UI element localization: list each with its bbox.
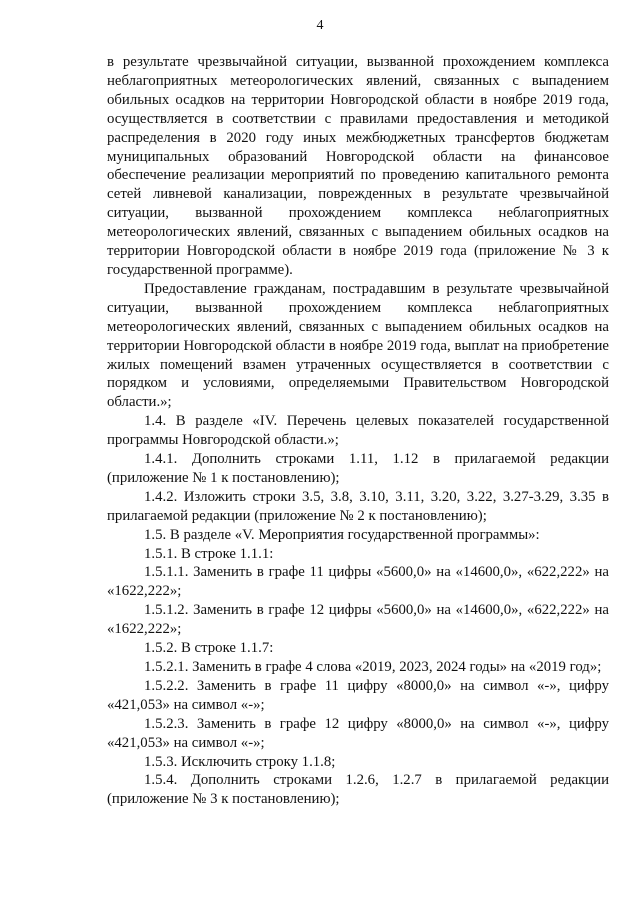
paragraph-2: Предоставление гражданам, пострадавшим в результате чрезвычайной ситуации, вызванной прохождением комплекса неблагоприятных метеорологических явлений, связанных с выпадением обильных осадков на территории Новгородской области в ноябре 2019 года, выплат на приобретение жилых помещений взамен утраченных осуществляется в соответствии с порядком и условиями, определяемыми Правительством Новгородской области.»; xyxy=(107,280,609,411)
paragraph-7: 1.5.1. В строке 1.1.1: xyxy=(144,545,274,562)
document-body xyxy=(107,53,609,809)
paragraph-10: 1.5.2. В строке 1.1.7: xyxy=(144,640,274,657)
paragraph-4: 1.4.1. Дополнить строками 1.11, 1.12 в прилагаемой редакции (приложение № 1 к постановлению); xyxy=(107,451,609,486)
paragraph-6: 1.5. В разделе «V. Мероприятия государственной программы»: xyxy=(144,526,540,543)
paragraph-12: 1.5.2.2. Заменить в графе 11 цифру «8000,0» на символ «-», цифру «421,053» на символ «-»; xyxy=(107,677,609,713)
paragraph-3: 1.4. В разделе «IV. Перечень целевых показателей государственной программы Новгородской области.»; xyxy=(107,413,609,449)
paragraph-5: 1.4.2. Изложить строки 3.5, 3.8, 3.10, 3.11, 3.20, 3.22, 3.27-3.29, 3.35 в прилагаемой редакции (приложение № 2 к постановлению); xyxy=(107,488,609,524)
paragraph-9: 1.5.1.2. Заменить в графе 12 цифры «5600,0» на «14600,0», «622,222» на «1622,222»; xyxy=(107,602,609,638)
paragraph-11: 1.5.2.1. Заменить в графе 4 слова «2019, 2023, 2024 годы» на «2019 год»; xyxy=(144,659,602,675)
paragraph-15: 1.5.4. Дополнить строками 1.2.6, 1.2.7 в прилагаемой редакции (приложение № 3 к постановлению); xyxy=(107,772,609,808)
paragraph-13: 1.5.2.3. Заменить в графе 12 цифру «8000,0» на символ «-», цифру «421,053» на символ «-»; xyxy=(107,715,609,751)
paragraph-8: 1.5.1.1. Заменить в графе 11 цифры «5600,0» на «14600,0», «622,222» на «1622,222»; xyxy=(107,564,609,600)
paragraph-14: 1.5.3. Исключить строку 1.1.8; xyxy=(144,753,336,770)
paragraph-1: в результате чрезвычайной ситуации, вызванной прохождением комплекса неблагоприятных метеорологических явлений, связанных с выпадением обильных осадков на территории Новгородской области в ноябре 2019 года, осуществляется в соответствии с правилами предоставления и методикой распределения в 2020 году иных межбюджетных трансфертов бюджетам муниципальных образований Новгородской области на финансовое обеспечение реализации мероприятий по проведению капитального ремонта сетей ливневой канализации, поврежденных в результате чрезвычайной ситуации, вызванной прохождением комплекса неблагоприятных метеорологических явлений, связанных с выпадением обильных осадков на территории Новгородской области в ноябре 2019 года (приложение № 3 к государственной программе). xyxy=(107,54,609,278)
page-number: 4 xyxy=(316,18,324,33)
